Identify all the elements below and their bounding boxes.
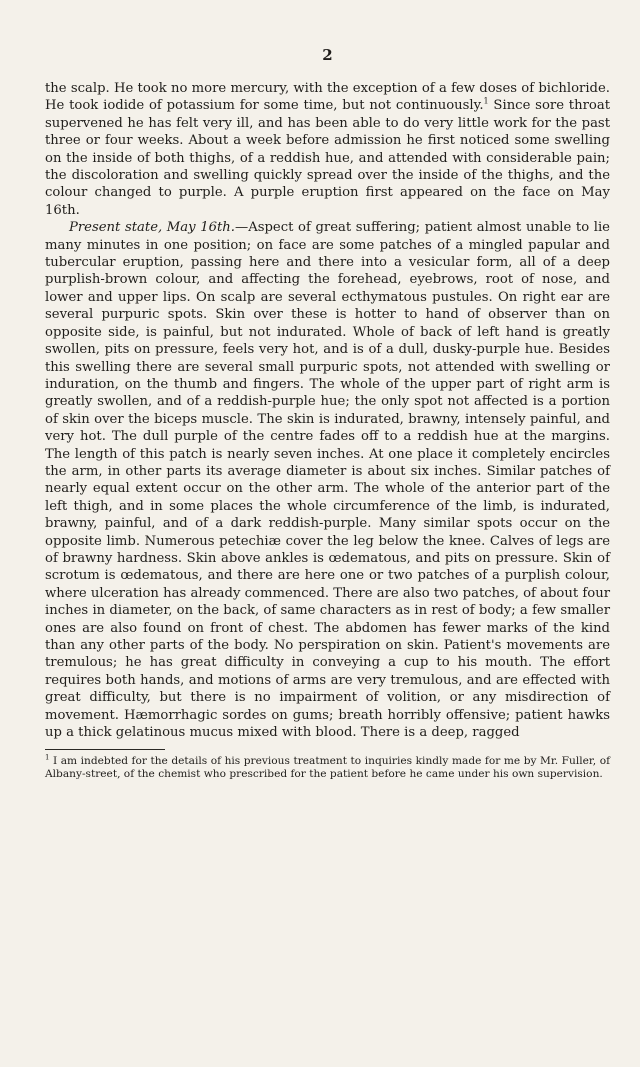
paragraph-text: —Aspect of great suffering; patient almost unable to lie many minutes in one position; on face are some patches of a mingled papular and tubercular eruption, passing here and there into a vesicular form, all of a deep purplish-brown colour, and affecting the forehead, eyebrows, root of nose, and lower and upper lips. On scalp are several ecthymatous pustules. On right ear are several purpuric spots. Skin over these is hotter to hand of observer than on opposite side, is painful, but not indurated. Whole of back of left hand is greatly swollen, pits on pressure, feels very hot, and is of a dull, dusky-purple hue. Besides this swelling there are several small purpuric spots, not attended with swelling or induration, on the thumb and fingers. The whole of the upper part of right arm is greatly swollen, and of a reddish-purple hue; the only spot not affected is a portion of skin over the biceps muscle. The skin is indurated, brawny, intensely painful, and very hot. The dull purple of the centre fades off to a reddish hue at the margins. The length of this patch is nearly seven inches. At one place it completely encircles the arm, in other parts its average diameter is about six inches. Similar patches of nearly equal extent occur on the other arm. The whole of the anterior part of the left thigh, and in some places the whole circumference of the limb, is indurated, brawny, painful, and of a dark reddish-purple. Many similar spots occur on the opposite limb. Numerous petechiæ cover the leg below the knee. Calves of legs are of brawny hardness. Skin above ankles is œdematous, and pits on pressure. Skin of scrotum is œdematous, and there are here one or two patches of a purplish colour, where ulceration has already commenced. There are also two patches, of about four inches in diameter, on the back, of same characters as in rest of body; a few smaller ones are also found on front of chest. The abdomen has fewer marks of the kind than any other parts of the body. No perspiration on skin. Patient's movements are tremulous; he has great difficulty in conveying a cup to his mouth. The effort requires both hands, and motions of arms are very tremulous, and are effected with great difficulty, but there is no impairment of volition, or any misdirection of movement. Hæmorrhagic sordes on gums; breath horribly offensive; patient hawks up a thick gelatinous mucus mixed with blood. There is a deep, ragged bbox=[45, 220, 610, 741]
body-text bbox=[45, 80, 610, 741]
footnote-text: I am indebted for the details of his previous treatment to inquiries kindly made for me by Mr. Fuller, of Albany-street, of the chemist who prescribed for the patient before he came under his own supervision. bbox=[45, 755, 610, 781]
paragraph-text: Since sore throat supervened he has felt very ill, and has been able to do very little work for the past three or four weeks. About a week before admission he first noticed some swelling on the inside of both thighs, of a reddish hue, and attended with considerable pain; the discoloration and swelling quickly spread over the inside of the thighs, and the colour changed to purple. A purple eruption first appeared on the face on May 16th. bbox=[45, 98, 611, 218]
section-heading: Present state, May 16th. bbox=[69, 220, 235, 236]
footnote-divider bbox=[45, 749, 165, 750]
footnote-reference: 1 bbox=[483, 97, 489, 107]
paragraph-text: the scalp. He took no more mercury, with the exception of a few doses of bichloride. He took iodide of potassium for some time, but not continuously. bbox=[45, 81, 610, 114]
footnote-marker: 1 bbox=[45, 753, 50, 762]
paragraph-present-state bbox=[45, 219, 610, 741]
footnote bbox=[45, 755, 610, 781]
page-number: 2 bbox=[322, 46, 333, 64]
paragraph-history bbox=[45, 80, 610, 219]
